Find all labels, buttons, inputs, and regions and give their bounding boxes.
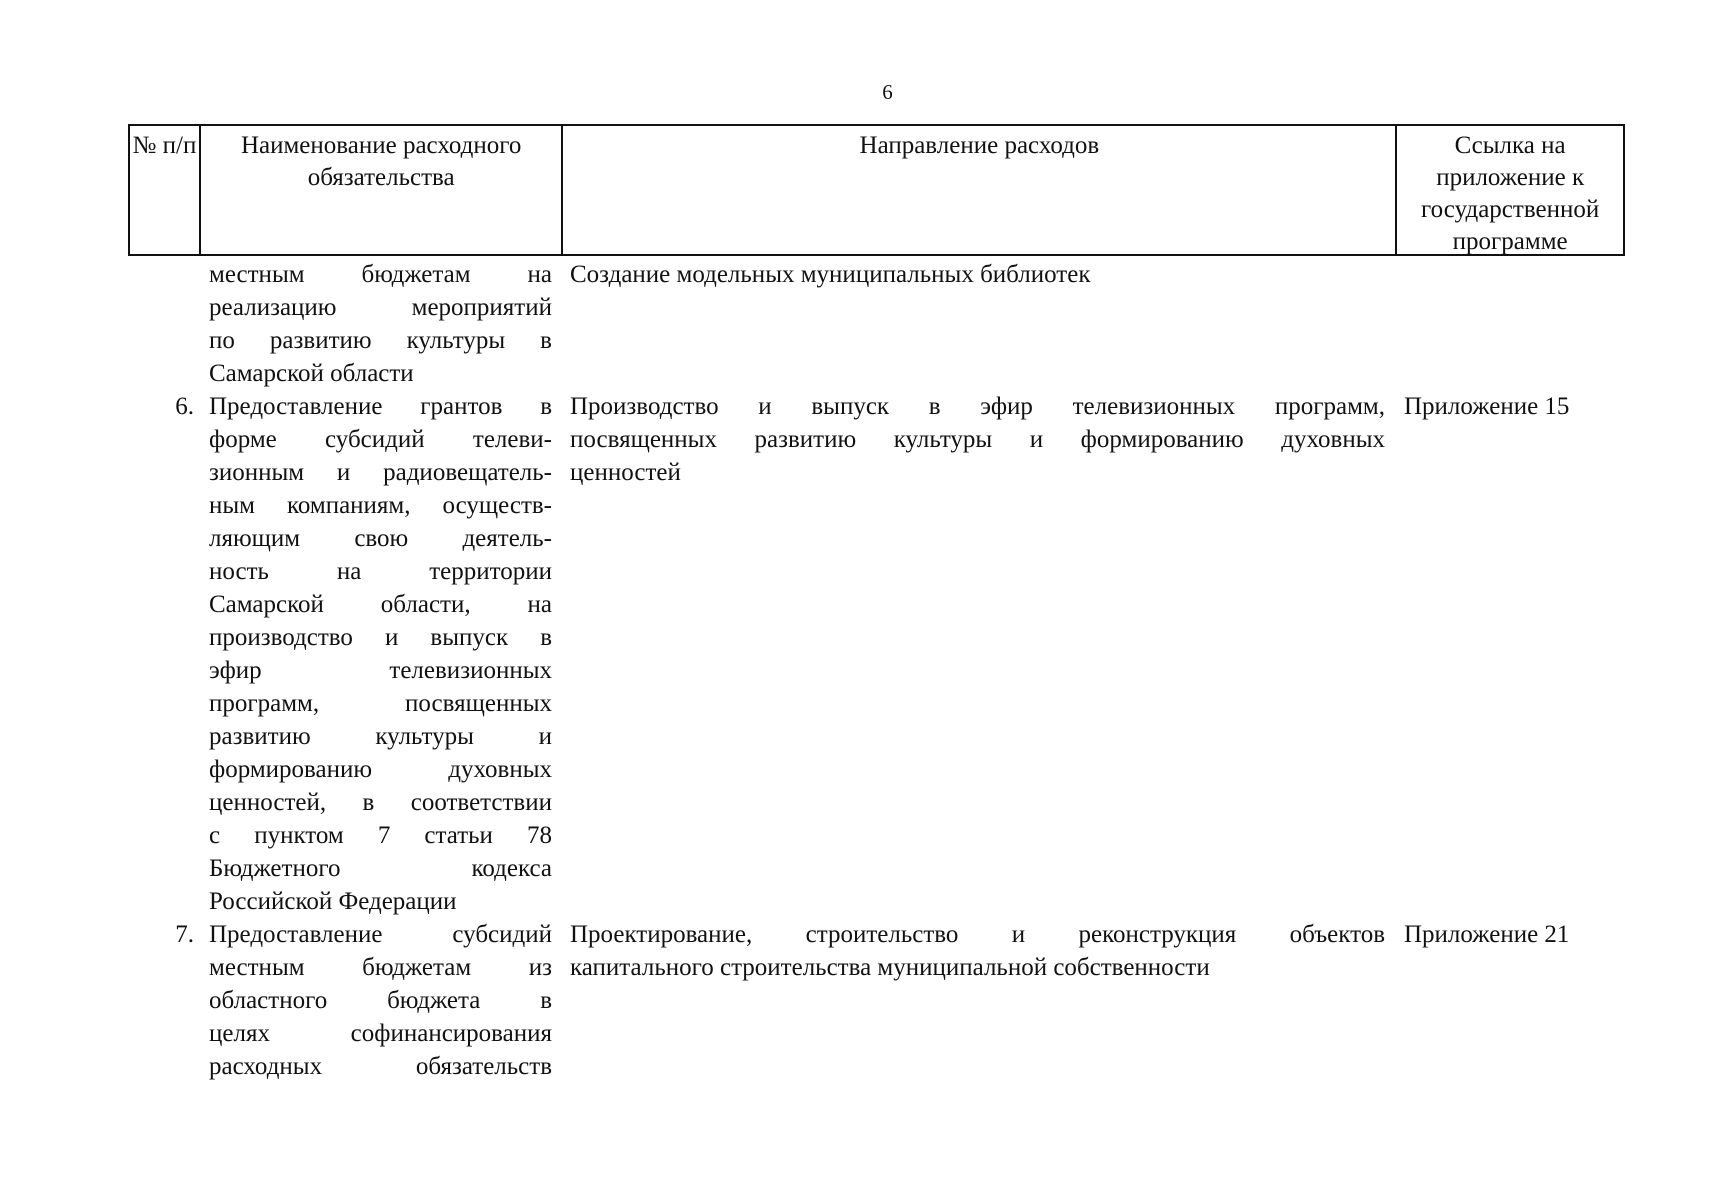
name-line: Предоставление субсидий: [209, 921, 552, 948]
header-number: № п/п: [132, 132, 197, 159]
name-line: эфир телевизионных: [209, 657, 552, 684]
row-number: [128, 258, 197, 390]
row-obligation-name: [197, 258, 560, 390]
direction-line: ценностей: [570, 459, 681, 486]
name-line: областного бюджета в: [209, 987, 552, 1014]
name-line: развитию культуры и: [209, 723, 552, 750]
name-line: Самарской области, на: [209, 591, 552, 618]
header-direction: Направление расходов: [561, 126, 1395, 254]
table-body: [128, 258, 1625, 1083]
name-line: целях софинансирования: [209, 1020, 552, 1047]
name-line: местным бюджетам из: [209, 954, 552, 981]
name-line: производство и выпуск в: [209, 624, 552, 651]
name-line: ным компаниям, осуществ-: [209, 492, 552, 519]
name-line: зионным и радиовещатель-: [209, 459, 552, 486]
row-obligation-name: [197, 918, 560, 1083]
direction-line: Проектирование, строительство и реконструкция объектов: [570, 921, 1385, 948]
name-line: формированию духовных: [209, 756, 552, 783]
name-line: программ, посвященных: [209, 690, 552, 717]
header-reference: Ссылка на приложение к государственной программе: [1395, 126, 1623, 254]
table-row: [128, 258, 1625, 390]
row-reference: Приложение 21: [1404, 921, 1570, 948]
row-number: 6.: [175, 393, 194, 420]
name-line: ность на территории: [209, 558, 552, 585]
row-number: 7.: [175, 921, 194, 948]
row-expense-direction: [560, 258, 1395, 390]
name-line: Российской Федерации: [209, 888, 457, 915]
direction-line: капитального строительства муниципальной собственности: [570, 954, 1210, 981]
header-name: Наименование расходного обязательства: [199, 126, 562, 254]
row-reference: Приложение 15: [1404, 393, 1570, 420]
name-line: с пунктом 7 статьи 78: [209, 822, 552, 849]
table-row: [128, 390, 1625, 918]
direction-line: Создание модельных муниципальных библиотек: [570, 261, 1091, 288]
name-line: реализацию мероприятий: [209, 294, 552, 321]
name-line: Предоставление грантов в: [209, 393, 552, 420]
page-number: 6: [882, 80, 893, 104]
name-line: ляющим свою деятель-: [209, 525, 552, 552]
name-line: Самарской области: [209, 360, 414, 387]
name-line: по развитию культуры в: [209, 327, 552, 354]
name-line: ценностей, в соответствии: [209, 789, 552, 816]
table-header: [128, 124, 1625, 256]
name-line: местным бюджетам на: [209, 261, 552, 288]
direction-line: посвященных развитию культуры и формированию духовных: [570, 426, 1385, 453]
name-line: форме субсидий телеви-: [209, 426, 552, 453]
table-row: [128, 918, 1625, 1083]
row-obligation-name: [197, 390, 560, 918]
name-line: расходных обязательств: [209, 1053, 552, 1080]
row-expense-direction: [560, 918, 1395, 1083]
row-expense-direction: [560, 390, 1395, 918]
name-line: Бюджетного кодекса: [209, 855, 552, 882]
direction-line: Производство и выпуск в эфир телевизионных программ,: [570, 393, 1385, 420]
row-reference: [1395, 258, 1623, 390]
